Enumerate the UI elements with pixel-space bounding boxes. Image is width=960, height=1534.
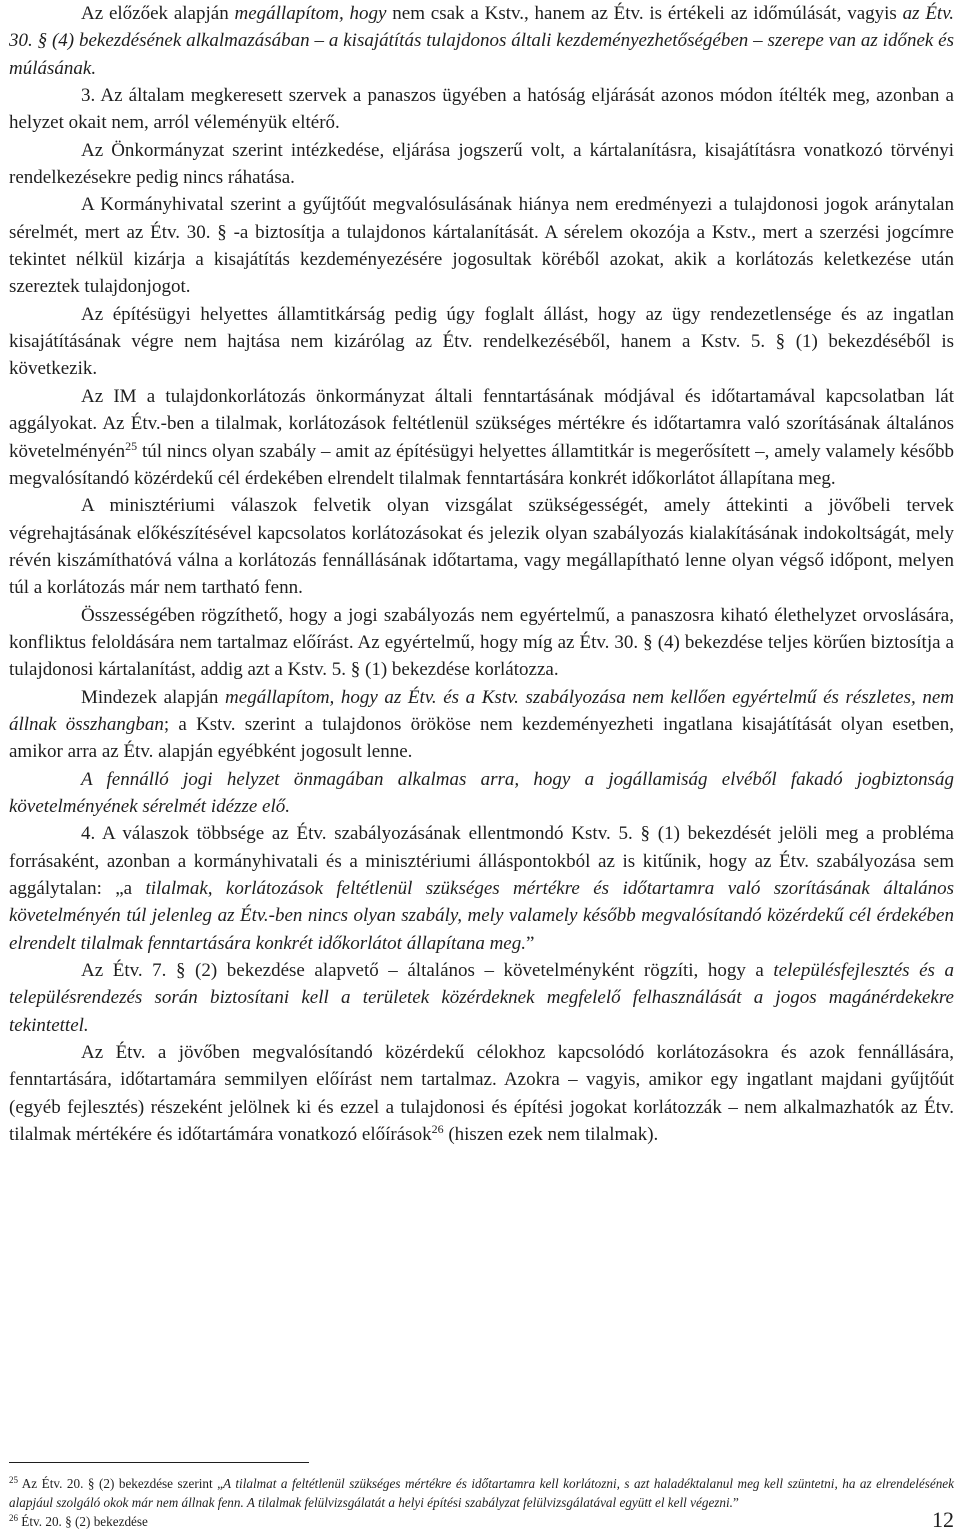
text-run: túl nincs olyan szabály – amit az építésügyi helyettes államtitkár is megerősített –, amely valamely később megvalósítandó közérdekű cél érdekében elrendelt tilalmak fenntartására konkrét időkorlátot állapítana meg. [9,440,954,489]
paragraph-3 [9,137,954,192]
text-run: 3. Az általam megkeresett szervek a panaszos ügyében a hatóság eljárását azonos módon ítélték meg, azonban a helyzet okait nem, arról véleményük eltérő. [9,85,954,134]
footnote-separator [9,1462,309,1463]
paragraph-5 [9,301,954,383]
paragraph-4 [9,191,954,300]
text-run: Az Étv. 20. § (2) bekezdése szerint „ [18,1476,224,1491]
paragraph-7 [9,492,954,601]
text-run: ” [525,932,535,954]
paragraph-1 [9,0,954,82]
text-run: Összességében rögzíthető, hogy a jogi szabályozás nem egyértelmű, a panaszosra kiható élethelyzet orvoslására, konfliktus feloldására nem tartalmaz előírást. Az egyértelmű, hogy míg az Étv. 30. § (4) bekezdése teljes körűen biztosítja a tulajdonosi kártalanítást, addig azt a Kstv. 5. § (1) bekezdése korlátozza. [9,604,954,681]
text-run: (hiszen ezek nem tilalmak). [443,1124,659,1146]
text-run: A Kormányhivatal szerint a gyűjtőút megvalósulásának hiánya nem eredményezi a tulajdonosi jogok aránytalan sérelmét, mert az Étv. 30. § -a biztosítja a tulajdonos kártalanítását. A sérelem okozója a Kstv., mert a szerzési jogcímre tekintet nélkül kizárja a kisajátítás kezdeményezésére jogosultak köréből azokat, akik a korlátozás keletkezése után szereztek tulajdonjogot. [9,194,954,298]
text-run: ; a Kstv. szerint a tulajdonos örököse nem kezdeményezheti ingatlana kisajátítását olyan esetben, amikor arra az Étv. alapján egyébként jogosult lenne. [9,713,954,763]
text-run: Az Étv. 7. § (2) bekezdése alapvető – általános – követelményként rögzíti, hogy a [81,960,774,982]
italic-text: megállapítom, hogy az Étv. és a Kstv. szabályozása nem kellően egyértelmű és részletes, nem állnak összhangban [9,686,954,735]
footnotes [9,1474,954,1531]
text-run: nem csak a Kstv., hanem az Étv. is értékeli az időmúlását, vagyis [386,3,903,24]
body-text [9,0,954,1148]
italic-text: tilalmak, korlátozások feltétlenül szükséges mértékre és időtartamra való szorításának általános követelményén túl jelenleg az Étv.-ben nincs olyan szabály, mely valamely később megvalósítandó közérdekű cél érdekében elrendelt tilalmak fenntartására konkrét időkorlátot állapítana meg. [9,878,954,954]
footnote-26 [9,1512,954,1531]
paragraph-6 [9,383,954,492]
text-run: ” [732,1495,739,1510]
paragraph-12 [9,957,954,1039]
italic-text: az Étv. 30. § (4) bekezdésének alkalmazásában – a kisajátítás tulajdonos általi kezdeményezhetőségében – szerepe van az időnek és múlásának. [9,3,954,79]
italic-text: A tilalmat a feltétlenül szükséges mértékre és időtartamra kell korlátozni, s azt haladéktalanul meg kell szüntetni, ha az elrendelésének alapjául szolgáló okok már nem állnak fenn. A tilalmak felülvizsgálatát a helyi építési szabályzat felülvizsgálatával együtt el kell végezni. [9,1476,955,1510]
text-run: Az építésügyi helyettes államtitkárság pedig úgy foglalt állást, hogy az ügy rendezetlensége és az ingatlan kisajátításának végre nem hajtása nem kizárólag az Étv. rendelkezéséből, hanem a Kstv. 5. § (1) bekezdéséből is következik. [9,303,954,380]
paragraph-8 [9,602,954,684]
footnote-reference: 26 [9,1513,18,1523]
italic-text: A fennálló jogi helyzet önmagában alkalmas arra, hogy a jogállamiság elvéből fakadó jogbiztonság követelményének sérelmét idézze elő. [9,768,954,817]
footnote-reference: 25 [9,1475,18,1485]
text-run: Étv. 20. § (2) bekezdése [18,1514,148,1529]
text-run: Az IM a tulajdonkorlátozás önkormányzat általi fenntartásának módjával és időtartamával kapcsolatban lát aggályokat. Az Étv.-ben a tilalmak, korlátozások feltétlenül szükséges mértékre és időtartamra való szorításának általános követelményén [9,385,954,462]
italic-text: megállapítom, hogy [234,3,387,24]
text-run: Az előzőek alapján [81,3,235,24]
page-number: 12 [932,1507,954,1532]
text-run: Mindezek alapján [81,686,226,708]
paragraph-13 [9,1039,954,1148]
text-run: 4. A válaszok többsége az Étv. szabályozásának ellentmondó Kstv. 5. § (1) bekezdését jelöli meg a probléma forrásaként, azonban a kormányhivatali és a minisztériumi álláspontokból az is kitűnik, hogy az Étv. szabályozása sem aggálytalan: „a [9,823,954,899]
footnote-25 [9,1474,954,1512]
text-run: Az Önkormányzat szerint intézkedése, eljárása jogszerű volt, a kártalanításra, kisajátításra vonatkozó törvényi rendelkezésekre pedig nincs ráhatása. [9,139,954,189]
paragraph-2 [9,82,954,137]
footnote-reference: 25 [125,438,138,453]
italic-text: településfejlesztés és a településrendezés során biztosítani kell a területek közérdeknek megfelelő felhasználását a jogos magánérdekekre tekintettel. [9,960,954,1036]
footnote-reference: 26 [431,1122,444,1137]
text-run: Az Étv. a jövőben megvalósítandó közérdekű célokhoz kapcsolódó korlátozásokra és azok fennállására, fenntartására, időtartamára semmilyen előírást nem tartalmaz. Azokra – vagyis, amikor egy ingatlant majdani gyűjtőút (egyéb fejlesztés) részeként jelölnek ki és ezzel a tulajdonosi és építési jogokat korlátozzák – nem alkalmazhatók az Étv. tilalmak mértékére és időtartámára vonatkozó előírások [9,1042,954,1146]
text-run: A minisztériumi válaszok felvetik olyan vizsgálat szükségességét, amely áttekinti a jövőbeli tervek végrehajtásának előkészítésével kapcsolatos korlátozásokat és jelezik olyan szabályozás kialakításának indokoltságát, mely révén kiszámíthatóvá válna a korlátozás fennállásának időtartama, vagy megállapítható lenne olyan végső időpont, melyen túl a korlátozás már nem tartható fenn. [9,495,954,599]
paragraph-10 [9,766,954,821]
document-page [9,0,954,1534]
paragraph-9 [9,684,954,766]
paragraph-11 [9,820,954,957]
